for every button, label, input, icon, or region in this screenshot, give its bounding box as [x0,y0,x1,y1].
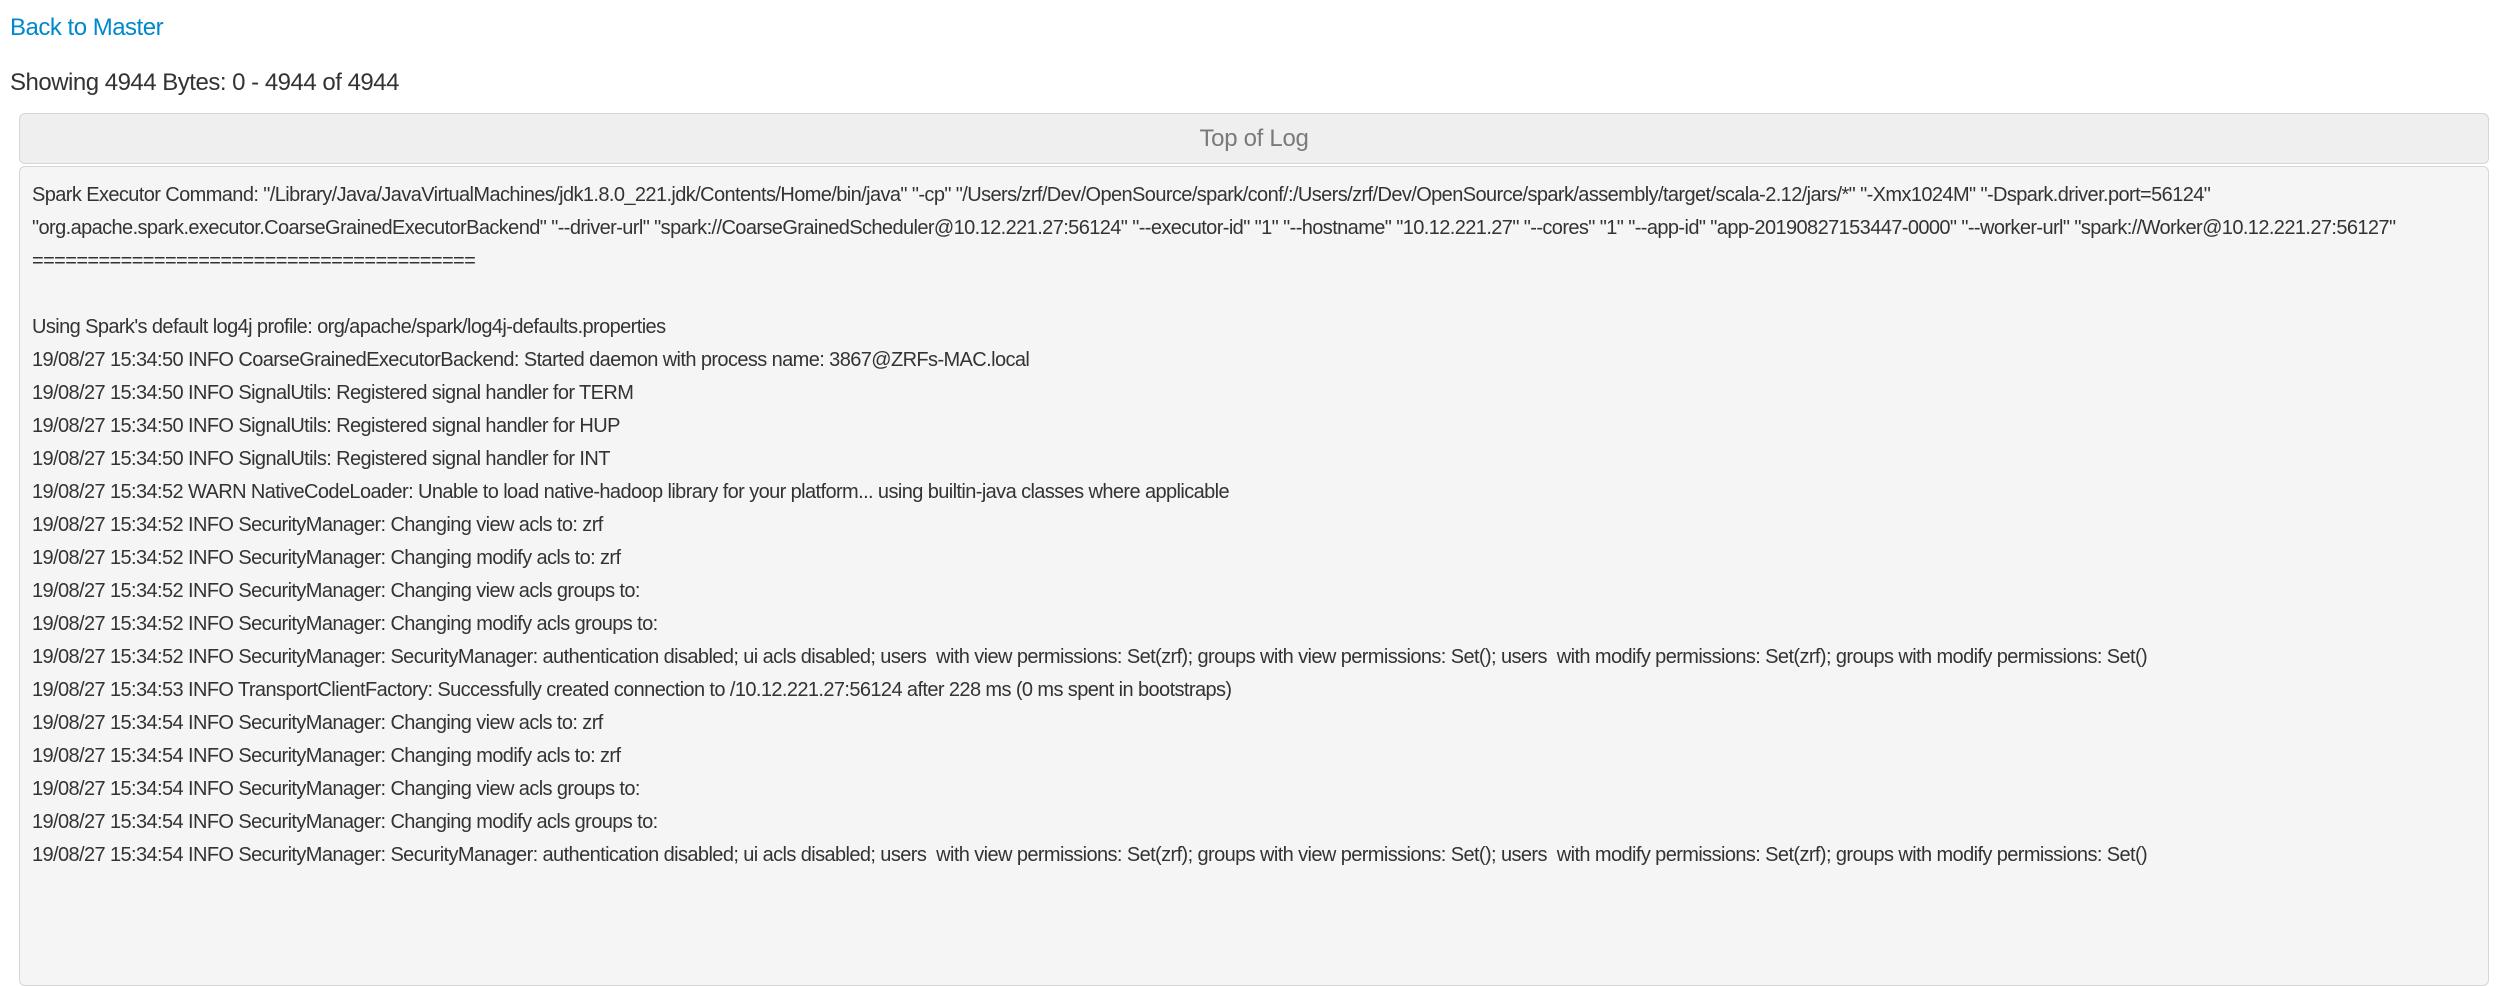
log-line: 19/08/27 15:34:50 INFO SignalUtils: Registered signal handler for HUP [32,415,620,437]
log-line [32,278,2476,311]
log-line: 19/08/27 15:34:54 INFO SecurityManager: Changing view acls to: zrf [32,712,603,734]
log-line: 19/08/27 15:34:50 INFO CoarseGrainedExecutorBackend: Started daemon with process name: 3867@ZRFs-MAC.local [32,349,1030,371]
back-to-master-link[interactable]: Back to Master [10,14,164,41]
log-line: 19/08/27 15:34:52 INFO SecurityManager: Changing modify acls groups to: [32,613,658,635]
log-line: 19/08/27 15:34:54 INFO SecurityManager: Changing modify acls groups to: [32,811,658,833]
log-line: Using Spark's default log4j profile: org/apache/spark/log4j-defaults.properties [32,316,666,338]
bytes-range-status: Showing 4944 Bytes: 0 - 4944 of 4944 [10,69,399,96]
log-line: 19/08/27 15:34:52 WARN NativeCodeLoader: Unable to load native-hadoop library for your platform... using builtin-java classes where applicable [32,481,1230,503]
log-line: 19/08/27 15:34:52 INFO SecurityManager: SecurityManager: authentication disabled; ui acls disabled; users with view permissions: Set(zrf); groups with view permissions: Set(); users with modify permissions: Set(zrf); groups with modify permissions: Set() [32,646,2148,668]
log-line: 19/08/27 15:34:54 INFO SecurityManager: Changing view acls groups to: [32,778,640,800]
log-content [19,166,2489,986]
log-line: 19/08/27 15:34:54 INFO SecurityManager: SecurityManager: authentication disabled; ui acls disabled; users with view permissions: Set(zrf); groups with view permissions: Set(); users with modify permissions: Set(zrf); groups with modify permissions: Set() [32,844,2148,866]
top-of-log-button[interactable]: Top of Log [19,113,2489,164]
log-line: ======================================== [32,250,476,272]
log-line: 19/08/27 15:34:52 INFO SecurityManager: Changing modify acls to: zrf [32,547,621,569]
log-line: 19/08/27 15:34:50 INFO SignalUtils: Registered signal handler for INT [32,448,610,470]
log-line: 19/08/27 15:34:50 INFO SignalUtils: Registered signal handler for TERM [32,382,634,404]
log-line: Spark Executor Command: "/Library/Java/JavaVirtualMachines/jdk1.8.0_221.jdk/Contents/Home/bin/java" "-cp" "/Users/zrf/Dev/OpenSource/spark/conf/:/Users/zrf/Dev/OpenSource/spark/assembly/target/scala-2.12/jars/*" "-Xmx1024M" "-Dspark.driver.port=56124" "org.apache.spark.executor.CoarseGrainedExecutorBackend" "--driver-url" "spark://CoarseGrainedScheduler@10.12.221.27:56124" "--executor-id" "1" "--hostname" "10.12.221.27" "--cores" "1" "--app-id" "app-20190827153447-0000" "--worker-url" "spark://Worker@10.12.221.27:56127" [32,184,2396,239]
log-line: 19/08/27 15:34:52 INFO SecurityManager: Changing view acls to: zrf [32,514,603,536]
log-line: 19/08/27 15:34:53 INFO TransportClientFactory: Successfully created connection to /10.12.221.27:56124 after 228 ms (0 ms spent in bootstraps) [32,679,1232,701]
log-line: 19/08/27 15:34:52 INFO SecurityManager: Changing view acls groups to: [32,580,640,602]
log-line: 19/08/27 15:34:54 INFO SecurityManager: Changing modify acls to: zrf [32,745,621,767]
